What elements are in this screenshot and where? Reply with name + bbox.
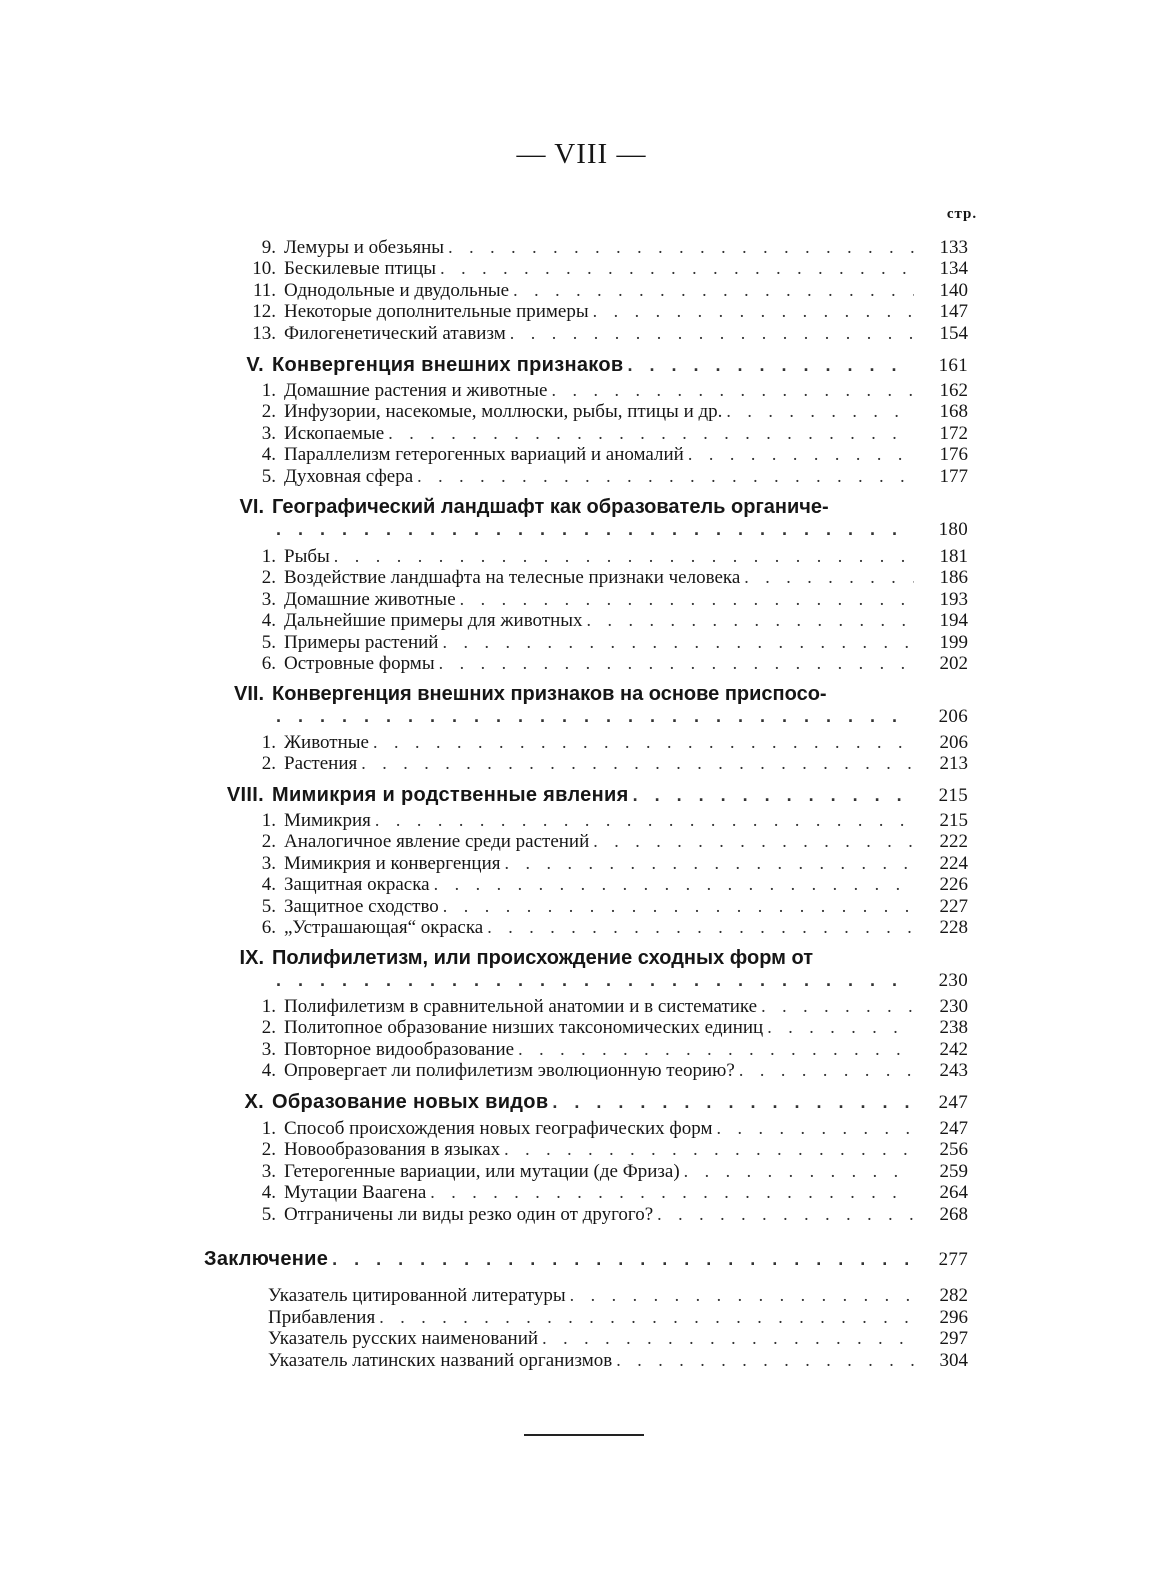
dot-leader (593, 830, 914, 852)
entry-number: 6. (261, 917, 276, 938)
dot-leader (552, 1091, 914, 1113)
entry-page: 224 (939, 853, 968, 874)
section-heading-cont (272, 518, 968, 540)
entry-page: 304 (939, 1350, 968, 1371)
entry-title: Прибавления (268, 1307, 376, 1328)
entry-number: 1. (261, 1118, 276, 1139)
entry-number: 12. (252, 301, 276, 322)
entry-title: Политопное образование низших таксономических единиц (284, 1017, 764, 1038)
dot-leader (440, 257, 914, 279)
entry-title: Способ происхождения новых географических форм (284, 1118, 713, 1139)
entry-title: Филогенетический атавизм (284, 323, 506, 344)
entry-title: Некоторые дополнительные примеры (284, 301, 589, 322)
toc-entry (240, 443, 968, 465)
entry-number: 4. (261, 610, 276, 631)
entry-title: Гетерогенные вариации, или мутации (де Фриза) (284, 1161, 680, 1182)
entry-number: 4. (261, 1060, 276, 1081)
toc-entry (240, 379, 968, 401)
entry-number: 13. (252, 323, 276, 344)
toc-entry (240, 995, 968, 1017)
entry-page: 206 (938, 706, 968, 727)
entry-page: 256 (939, 1139, 968, 1160)
entry-number: 9. (261, 237, 276, 258)
toc-entry (240, 400, 968, 422)
entry-page: 147 (939, 301, 968, 322)
dot-leader (504, 1138, 914, 1160)
entry-page: 177 (939, 466, 968, 487)
dot-leader (276, 518, 914, 540)
dot-leader (276, 705, 914, 727)
entry-page: 264 (939, 1182, 968, 1203)
entry-title: Заключение (204, 1248, 329, 1270)
entry-page: 194 (939, 610, 968, 631)
entry-number: 5. (261, 632, 276, 653)
toc-entry (240, 895, 968, 917)
entry-number: 4. (261, 1182, 276, 1203)
dot-leader (518, 1038, 914, 1060)
dot-leader (657, 1203, 914, 1225)
entry-number: 2. (261, 753, 276, 774)
entry-page: 268 (939, 1204, 968, 1225)
toc-entry (240, 1016, 968, 1038)
entry-page: 215 (939, 810, 968, 831)
toc-entry (240, 609, 968, 631)
dot-leader (688, 443, 914, 465)
dot-leader (542, 1327, 914, 1349)
entry-number: 1. (261, 810, 276, 831)
toc-entry (240, 1138, 968, 1160)
section-number: IX. (239, 947, 264, 969)
entry-title: Домашние животные (284, 589, 456, 610)
entry-title: Образование новых видов (272, 1091, 549, 1113)
entry-title: Дальнейшие примеры для животных (284, 610, 583, 631)
toc-entry (240, 588, 968, 610)
toc-entry (240, 830, 968, 852)
entry-number: 5. (261, 466, 276, 487)
section-heading-line (224, 947, 813, 969)
toc-entry (240, 545, 968, 567)
section-number: VII. (233, 683, 264, 705)
section-heading-line (204, 683, 827, 705)
entry-number: 11. (252, 280, 276, 301)
entry-page: 247 (939, 1118, 968, 1139)
entry-title: Мимикрия и родственные явления (272, 784, 629, 806)
entry-page: 154 (939, 323, 968, 344)
dot-leader (633, 784, 914, 806)
dot-leader (593, 300, 914, 322)
dot-leader (505, 852, 914, 874)
entry-title: Указатель русских наименований (268, 1328, 539, 1349)
entry-page: 161 (938, 355, 968, 376)
section-number: VI. (239, 496, 264, 518)
entry-title: Ископаемые (284, 423, 385, 444)
entry-page: 226 (939, 874, 968, 895)
appendix-entry (268, 1349, 968, 1371)
entry-number: 1. (261, 996, 276, 1017)
toc-entry (240, 731, 968, 753)
entry-number: 2. (261, 1139, 276, 1160)
entry-number: 2. (261, 831, 276, 852)
entry-title: Конвергенция внешних признаков (272, 354, 624, 376)
entry-page: 277 (938, 1249, 968, 1270)
section-heading-line (224, 496, 829, 518)
entry-page: 247 (938, 1092, 968, 1113)
dot-leader (276, 969, 914, 991)
entry-number: 3. (261, 589, 276, 610)
entry-page: 172 (939, 423, 968, 444)
entry-page: 230 (938, 970, 968, 991)
entry-number: 1. (261, 546, 276, 567)
toc-entry (240, 916, 968, 938)
entry-title: Духовная сфера (284, 466, 414, 487)
dot-leader (684, 1160, 914, 1182)
entry-page: 222 (939, 831, 968, 852)
toc-entry (240, 873, 968, 895)
dot-leader (439, 652, 914, 674)
entry-title: Островные формы (284, 653, 435, 674)
entry-page: 134 (939, 258, 968, 279)
entry-title: „Устрашающая“ окраска (284, 917, 484, 938)
entry-title: Защитное сходство (284, 896, 439, 917)
entry-page: 180 (938, 519, 968, 540)
entry-page: 206 (939, 732, 968, 753)
entry-page: 199 (939, 632, 968, 653)
entry-title: Аналогичное явление среди растений (284, 831, 590, 852)
appendix-entry (268, 1306, 968, 1328)
entry-number: 1. (261, 380, 276, 401)
entry-title: Мимикрия и конвергенция (284, 853, 501, 874)
entry-title: Мутации Ваагена (284, 1182, 427, 1203)
entry-page: 140 (939, 280, 968, 301)
section-title-line1: Полифилетизм, или происхождение сходных форм от (272, 947, 814, 969)
toc-entry (240, 1203, 968, 1225)
entry-number: X. (244, 1091, 264, 1113)
dot-leader (373, 731, 914, 753)
entry-number: V. (246, 354, 264, 376)
closing-rule (524, 1434, 644, 1436)
section-heading-cont (272, 969, 968, 991)
page-column-header: стр. (946, 206, 978, 222)
entry-title: Защитная окраска (284, 874, 430, 895)
entry-page: 133 (939, 237, 968, 258)
entry-number: 10. (252, 258, 276, 279)
dot-leader (513, 279, 914, 301)
toc-entry (240, 1181, 968, 1203)
entry-title: Лемуры и обезьяны (284, 237, 445, 258)
toc-entry (240, 752, 968, 774)
entry-number: 4. (261, 874, 276, 895)
toc-entry (240, 1117, 968, 1139)
toc-entry (240, 631, 968, 653)
dot-leader (767, 1016, 914, 1038)
entry-number: 1. (261, 732, 276, 753)
dot-leader (379, 1306, 914, 1328)
toc-entry (240, 1160, 968, 1182)
entry-page: 227 (939, 896, 968, 917)
dot-leader (332, 1248, 914, 1270)
entry-page: 186 (939, 567, 968, 588)
entry-page: 243 (939, 1060, 968, 1081)
entry-page: 162 (939, 380, 968, 401)
section-heading (204, 784, 968, 806)
entry-page: 213 (939, 753, 968, 774)
entry-title: Инфузории, насекомые, моллюски, рыбы, птицы и др. (284, 401, 723, 422)
entry-title: Повторное видообразование (284, 1039, 515, 1060)
toc-entry (240, 566, 968, 588)
dot-leader (448, 236, 914, 258)
section-title-line1: Конвергенция внешних признаков на основе приспосо- (272, 683, 827, 705)
dot-leader (442, 631, 914, 653)
dot-leader (551, 379, 914, 401)
toc-entry (240, 1038, 968, 1060)
entry-title: Мимикрия (284, 810, 371, 831)
toc-entry (240, 465, 968, 487)
entry-number: 3. (261, 1161, 276, 1182)
toc-entry (240, 1059, 968, 1081)
entry-page: 176 (939, 444, 968, 465)
toc-entry (240, 809, 968, 831)
dot-leader (334, 545, 914, 567)
entry-number: 3. (261, 853, 276, 874)
entry-title: Параллелизм гетерогенных вариаций и аномалий (284, 444, 684, 465)
appendix-entry (268, 1327, 968, 1349)
entry-number: 5. (261, 1204, 276, 1225)
entry-number: 2. (261, 567, 276, 588)
entry-page: 297 (939, 1328, 968, 1349)
entry-title: Отграничены ли виды резко один от другого? (284, 1204, 654, 1225)
entry-title: Домашние растения и животные (284, 380, 548, 401)
entry-page: 230 (939, 996, 968, 1017)
toc-entry (240, 652, 968, 674)
toc-entry (240, 279, 968, 301)
dot-leader (739, 1059, 914, 1081)
dot-leader (616, 1349, 914, 1371)
entry-number: 2. (261, 401, 276, 422)
entry-page: 259 (939, 1161, 968, 1182)
appendix-entry (268, 1284, 968, 1306)
entry-page: 215 (938, 785, 968, 806)
dot-leader (587, 609, 914, 631)
entry-title: Опровергает ли полифилетизм эволюционную теорию? (284, 1060, 735, 1081)
toc-entry (240, 852, 968, 874)
entry-number: VIII. (226, 784, 264, 806)
entry-page: 282 (939, 1285, 968, 1306)
entry-page: 228 (939, 917, 968, 938)
entry-title: Воздействие ландшафта на телесные признаки человека (284, 567, 741, 588)
entry-number: 2. (261, 1017, 276, 1038)
page-number: — VIII — (516, 138, 647, 170)
dot-leader (430, 1181, 914, 1203)
dot-leader (460, 588, 914, 610)
entry-page: 181 (939, 546, 968, 567)
dot-leader (570, 1284, 914, 1306)
entry-number: 3. (261, 423, 276, 444)
entry-page: 168 (939, 401, 968, 422)
entry-title: Указатель цитированной литературы (268, 1285, 566, 1306)
dot-leader (443, 895, 914, 917)
entry-page: 242 (939, 1039, 968, 1060)
toc-entry (240, 236, 968, 258)
entry-title: Новообразования в языках (284, 1139, 501, 1160)
entry-number: 4. (261, 444, 276, 465)
entry-page: 296 (939, 1307, 968, 1328)
entry-title: Полифилетизм в сравнительной анатомии и в систематике (284, 996, 758, 1017)
toc-entry (240, 422, 968, 444)
entry-number: 5. (261, 896, 276, 917)
entry-title: Бескилевые птицы (284, 258, 437, 279)
dot-leader (716, 1117, 914, 1139)
toc-entry (240, 300, 968, 322)
dot-leader (627, 354, 914, 376)
dot-leader (388, 422, 914, 444)
toc-entry (240, 257, 968, 279)
entry-title: Рыбы (284, 546, 330, 567)
section-heading (224, 1091, 968, 1113)
entry-title: Примеры растений (284, 632, 439, 653)
dot-leader (434, 873, 914, 895)
entry-page: 202 (939, 653, 968, 674)
conclusion-heading (204, 1248, 968, 1270)
section-heading (224, 354, 968, 376)
dot-leader (417, 465, 914, 487)
toc-entry (240, 322, 968, 344)
entry-page: 193 (939, 589, 968, 610)
entry-title: Однодольные и двудольные (284, 280, 510, 301)
section-title-line1: Географический ландшафт как образователь органиче- (272, 496, 829, 518)
dot-leader (510, 322, 914, 344)
entry-number: 3. (261, 1039, 276, 1060)
dot-leader (375, 809, 914, 831)
dot-leader (726, 400, 914, 422)
entry-title: Растения (284, 753, 358, 774)
section-heading-cont (272, 705, 968, 727)
dot-leader (487, 916, 914, 938)
dot-leader (744, 566, 914, 588)
entry-title: Указатель латинских названий организмов (268, 1350, 613, 1371)
dot-leader (761, 995, 914, 1017)
dot-leader (361, 752, 914, 774)
entry-page: 238 (939, 1017, 968, 1038)
entry-number: 6. (261, 653, 276, 674)
entry-title: Животные (284, 732, 369, 753)
